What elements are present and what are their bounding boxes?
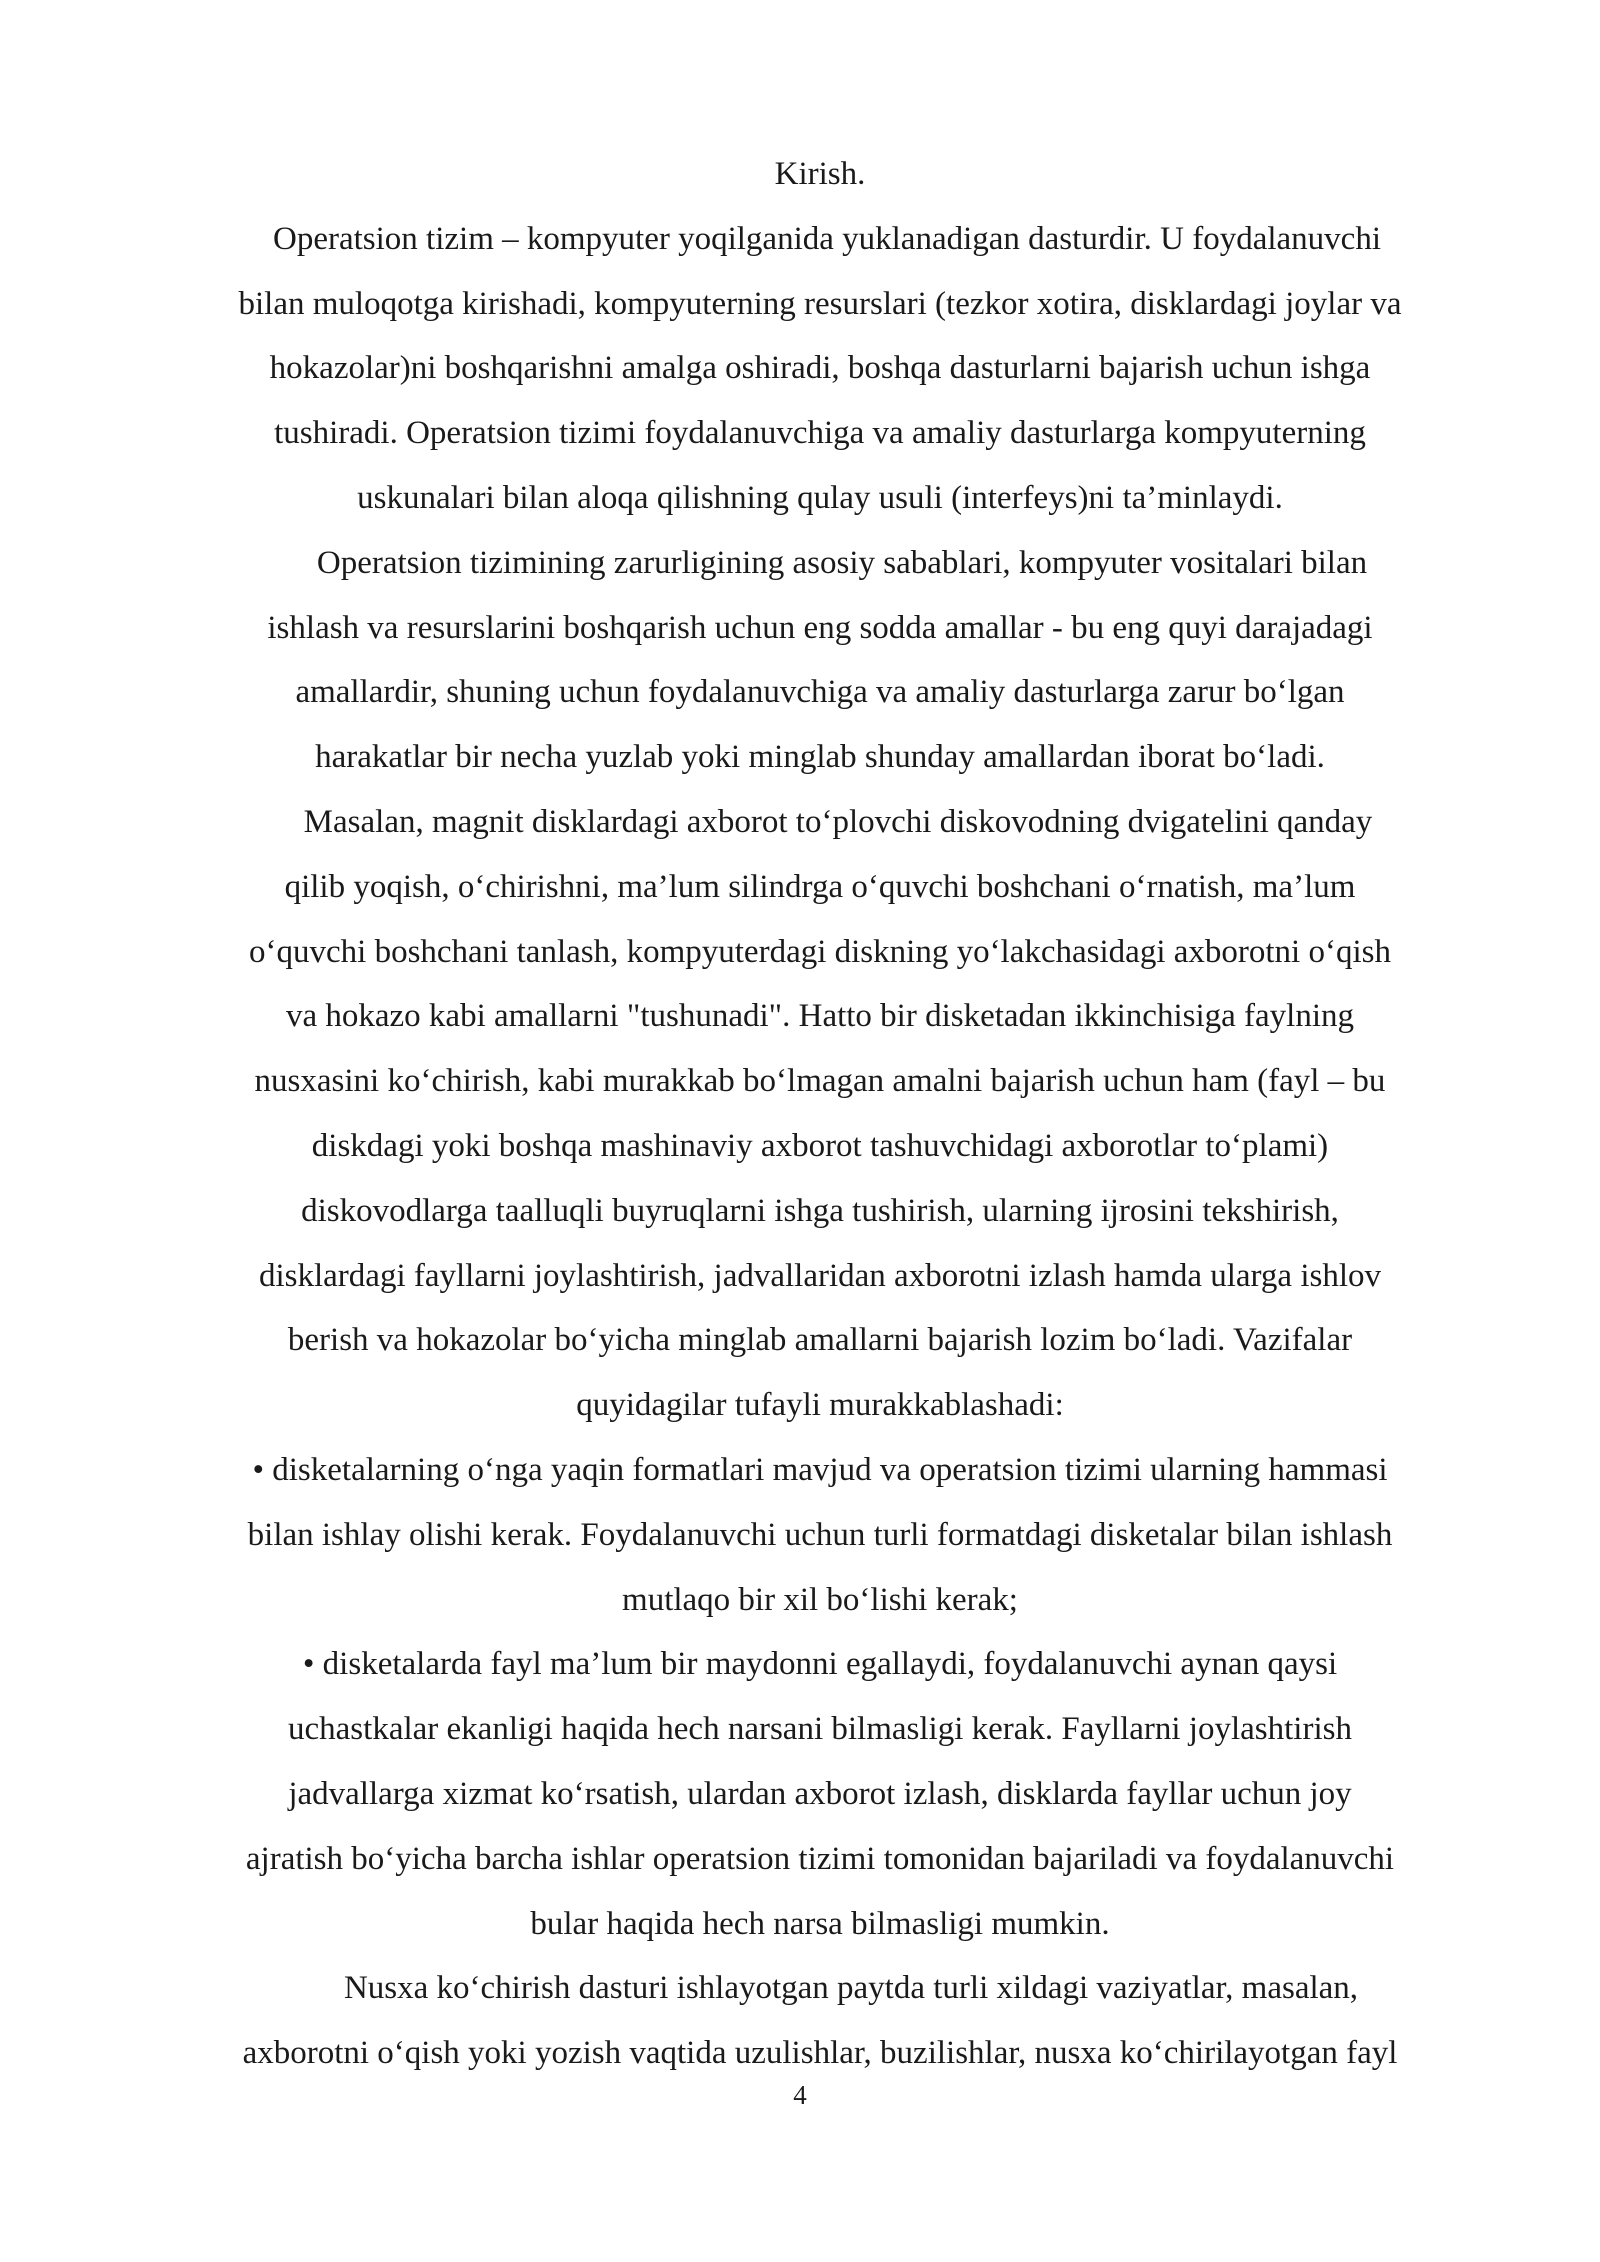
text-line: harakatlar bir necha yuzlab yoki minglab shunday amallardan iborat bo‘ladi. (315, 739, 1325, 776)
paragraph-operating-system-definition (160, 207, 1480, 531)
bullet-item-disk-formats (160, 1438, 1480, 1632)
text-line: • disketalarda fayl ma’lum bir maydonni egallaydi, foydalanuvchi aynan qaysi (302, 1646, 1338, 1683)
paragraph-disk-example (160, 790, 1480, 1438)
text-line: quyidagilar tufayli murakkablashadi: (576, 1387, 1064, 1424)
text-line: amallardir, shuning uchun foydalanuvchiga va amaliy dasturlarga zarur bo‘lgan (295, 674, 1345, 711)
text-line: bilan ishlay olishi kerak. Foydalanuvchi uchun turli formatdagi disketalar bilan ishlash (247, 1516, 1393, 1553)
text-line: va hokazo kabi amallarni "tushunadi". Hatto bir disketadan ikkinchisiga faylning (285, 998, 1354, 1035)
text-line: jadvallarga xizmat ko‘rsatish, ulardan axborot izlash, disklarda fayllar uchun joy (288, 1775, 1352, 1812)
text-line: axborotni o‘qish yoki yozish vaqtida uzulishlar, buzilishlar, nusxa ko‘chirilayotgan fayl (242, 2035, 1398, 2072)
text-line: Masalan, magnit disklardagi axborot to‘plovchi diskovodning dvigatelini qanday (303, 803, 1373, 840)
text-line: qilib yoqish, o‘chirishni, ma’lum silindrga o‘quvchi boshchani o‘rnatish, ma’lum (284, 868, 1356, 905)
document-body (160, 142, 1480, 2086)
text-line: Nusxa ko‘chirish dasturi ishlayotgan paytda turli xildagi vaziyatlar, masalan, (343, 1970, 1359, 2007)
text-line: bular haqida hech narsa bilmasligi mumkin. (530, 1905, 1110, 1942)
paragraph-copy-program (160, 1956, 1480, 2086)
text-line: uchastkalar ekanligi haqida hech narsani bilmasligi kerak. Fayllarni joylashtirish (288, 1711, 1352, 1748)
text-line: mutlaqo bir xil bo‘lishi kerak; (622, 1581, 1018, 1618)
text-line: disklardagi fayllarni joylashtirish, jadvallaridan axborotni izlash hamda ularga ishlov (258, 1257, 1382, 1294)
text-line: tushiradi. Operatsion tizimi foydalanuvchiga va amaliy dasturlarga kompyuterning (274, 415, 1366, 452)
text-line: nusxasini ko‘chirish, kabi murakkab bo‘lmagan amalni bajarish uchun ham (fayl – bu (254, 1063, 1386, 1100)
bullet-item-file-placement (160, 1632, 1480, 1956)
text-line: diskovodlarga taalluqli buyruqlarni ishga tushirish, ularning ijrosini tekshirish, (301, 1192, 1339, 1229)
text-line: o‘quvchi boshchani tanlash, kompyuterdagi diskning yo‘lakchasidagi axborotni o‘qish (249, 933, 1391, 970)
text-line: berish va hokazolar bo‘yicha minglab amallarni bajarish lozim bo‘ladi. Vazifalar (287, 1322, 1353, 1359)
text-line: ishlash va resurslarini boshqarish uchun eng sodda amallar - bu eng quyi darajadagi (267, 609, 1373, 646)
text-line: bilan muloqotga kirishadi, kompyuterning resurslari (tezkor xotira, disklardagi joylar va (238, 285, 1402, 322)
section-title: Kirish. (774, 156, 866, 192)
text-line: Operatsion tizim – kompyuter yoqilganida yuklanadigan dasturdir. U foydalanuvchi (273, 220, 1381, 257)
text-line: Operatsion tizimining zarurligining asosiy sabablari, kompyuter vositalari bilan (316, 544, 1368, 581)
text-line: hokazolar)ni boshqarishni amalga oshiradi, boshqa dasturlarni bajarish uchun ishga (269, 350, 1371, 387)
text-line: diskdagi yoki boshqa mashinaviy axborot tashuvchidagi axborotlar to‘plami) (311, 1127, 1329, 1164)
page-number: 4 (793, 2080, 807, 2110)
text-line: ajratish bo‘yicha barcha ishlar operatsion tizimi tomonidan bajariladi va foydalanuvchi (245, 1840, 1395, 1877)
paragraph-necessity-reasons (160, 531, 1480, 790)
text-line: uskunalari bilan aloqa qilishning qulay usuli (interfeys)ni ta’minlaydi. (357, 479, 1283, 516)
text-line: • disketalarning o‘nga yaqin formatlari mavjud va operatsion tizimi ularning hammasi (252, 1451, 1388, 1488)
